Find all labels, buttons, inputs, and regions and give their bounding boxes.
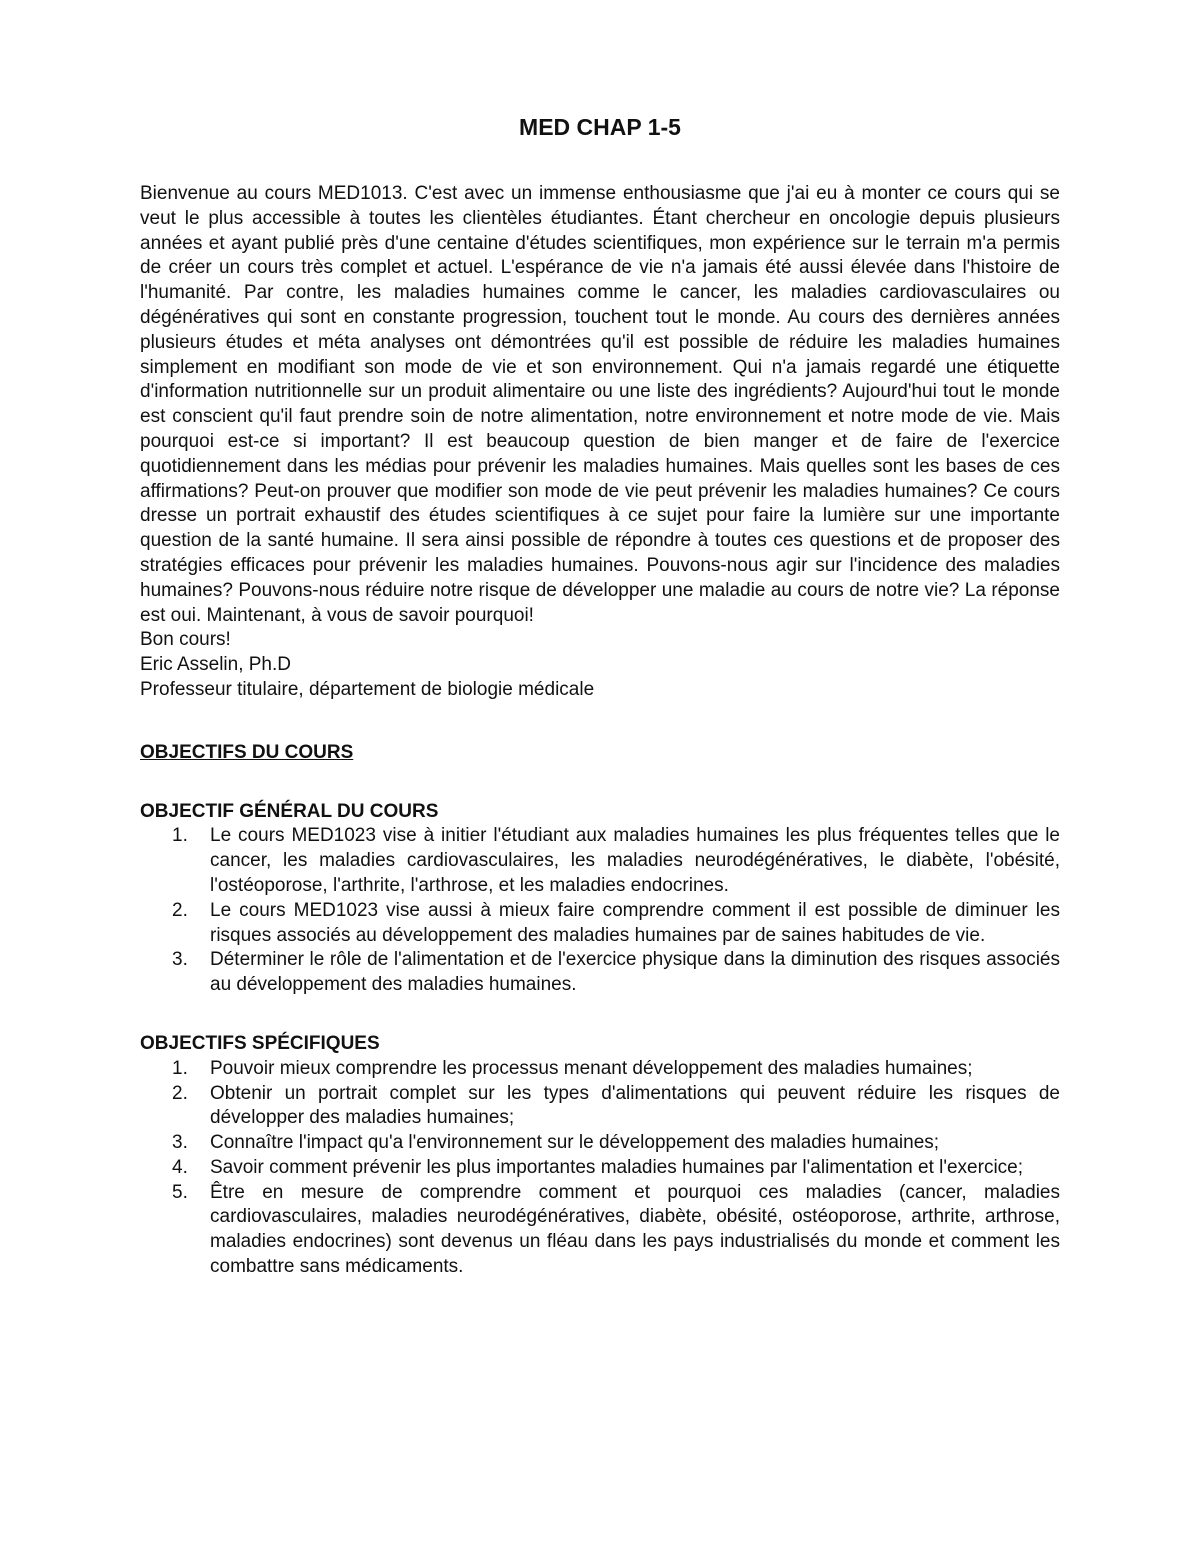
general-objectives-list <box>140 824 1060 998</box>
list-item <box>140 1082 1060 1132</box>
list-item-text: Obtenir un portrait complet sur les types d'alimentations qui peuvent réduire les risques de développer des maladies humaines; <box>210 1082 1060 1129</box>
list-item-number: 2. <box>172 1082 188 1104</box>
list-item <box>140 1156 1060 1181</box>
list-item-number: 4. <box>172 1156 188 1178</box>
list-item-text: Le cours MED1023 vise aussi à mieux faire comprendre comment il est possible de diminuer les risques associés au développement des maladies humaines par de saines habitudes de vie. <box>210 899 1060 946</box>
document-title: MED CHAP 1-5 <box>519 114 681 140</box>
list-item-text: Savoir comment prévenir les plus importantes maladies humaines par l'alimentation et l'exercice; <box>210 1156 1024 1178</box>
list-item-number: 2. <box>172 899 188 921</box>
list-item-text: Déterminer le rôle de l'alimentation et de l'exercice physique dans la diminution des risques associés au développement des maladies humaines. <box>210 949 1060 996</box>
general-objective-heading: OBJECTIF GÉNÉRAL DU COURS <box>140 800 439 822</box>
list-item-number: 3. <box>172 949 188 971</box>
list-item <box>140 948 1060 998</box>
closing-line: Bon cours! <box>140 629 231 651</box>
list-item <box>140 824 1060 898</box>
list-item <box>140 1057 1060 1082</box>
list-item-number: 3. <box>172 1132 188 1154</box>
list-item-text: Le cours MED1023 vise à initier l'étudiant aux maladies humaines les plus fréquentes telles que le cancer, les maladies cardiovasculaires, les maladies neurodégénératives, le diabète, l'obésité, l'ostéoporose, l'arthrite, l'arthrose, et les maladies endocrines. <box>210 825 1060 896</box>
list-item-text: Connaître l'impact qu'a l'environnement sur le développement des maladies humaines; <box>210 1132 940 1154</box>
author-name: Eric Asselin, Ph.D <box>140 654 291 676</box>
author-title: Professeur titulaire, département de biologie médicale <box>140 678 595 700</box>
list-item <box>140 1131 1060 1156</box>
document-page <box>140 110 1060 1280</box>
list-item <box>140 1181 1060 1280</box>
list-item-number: 5. <box>172 1181 188 1203</box>
intro-paragraph: Bienvenue au cours MED1013. C'est avec un immense enthousiasme que j'ai eu à monter ce cours qui se veut le plus accessible à toutes les clientèles étudiantes. Étant chercheur en oncologie depuis plusieurs années et ayant publié près d'une centaine d'études scientifiques, mon expérience sur le terrain m'a permis de créer un cours très complet et actuel. L'espérance de vie n'a jamais été aussi élevée dans l'histoire de l'humanité. Par contre, les maladies humaines comme le cancer, les maladies cardiovasculaires ou dégénératives qui sont en constante progression, touchent tout le monde. Au cours des dernières années plusieurs études et méta analyses ont démontrées qu'il est possible de réduire les maladies humaines simplement en modifiant son mode de vie et son environnement. Qui n'a jamais regardé une étiquette d'information nutritionnelle sur un produit alimentaire ou une liste des ingrédients? Aujourd'hui tout le monde est conscient qu'il faut prendre soin de notre alimentation, notre environnement et notre mode de vie. Mais pourquoi est-ce si important? Il est beaucoup question de bien manger et de faire de l'exercice quotidiennement dans les médias pour prévenir les maladies humaines. Mais quelles sont les bases de ces affirmations? Peut-on prouver que modifier son mode de vie peut prévenir les maladies humaines? Ce cours dresse un portrait exhaustif des études scientifiques à ce sujet pour faire la lumière sur une importante question de la santé humaine. Il sera ainsi possible de répondre à toutes ces questions et de proposer des stratégies efficaces pour prévenir les maladies humaines. Pouvons-nous agir sur l'incidence des maladies humaines? Pouvons-nous réduire notre risque de développer une maladie au cours de notre vie? La réponse est oui. Maintenant, à vous de savoir pourquoi! <box>140 183 1060 626</box>
list-item-number: 1. <box>172 825 188 847</box>
objectives-section-heading: OBJECTIFS DU COURS <box>140 741 354 763</box>
specific-objectives-heading: OBJECTIFS SPÉCIFIQUES <box>140 1032 380 1054</box>
list-item-text: Être en mesure de comprendre comment et pourquoi ces maladies (cancer, maladies cardiovasculaires, maladies neurodégénératives, diabète, obésité, ostéoporose, arthrite, arthrose, maladies endocrines) sont devenus un fléau dans les pays industrialisés du monde et comment les combattre sans médicaments. <box>210 1181 1060 1278</box>
list-item-text: Pouvoir mieux comprendre les processus menant développement des maladies humaines; <box>210 1057 973 1079</box>
list-item-number: 1. <box>172 1057 188 1079</box>
list-item <box>140 899 1060 949</box>
specific-objectives-list <box>140 1057 1060 1280</box>
